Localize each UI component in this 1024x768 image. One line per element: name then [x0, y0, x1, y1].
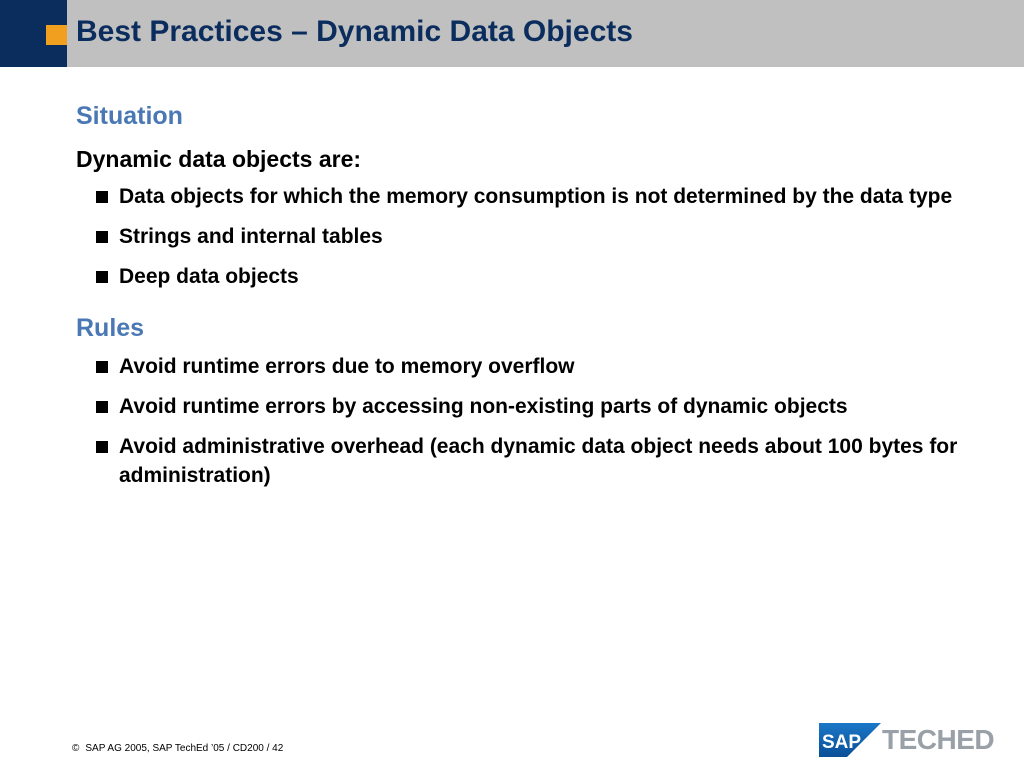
situation-bullet-list	[76, 182, 996, 291]
list-item	[96, 432, 996, 490]
rules-bullet-list	[76, 352, 996, 490]
bullet-text: Avoid runtime errors due to memory overflow	[119, 355, 575, 378]
list-item	[96, 182, 996, 211]
sap-logo-text: SAP	[822, 732, 862, 753]
list-item	[96, 262, 996, 291]
square-bullet-icon	[96, 271, 108, 283]
bullet-text: Data objects for which the memory consumption is not determined by the data type	[119, 185, 953, 208]
square-bullet-icon	[96, 191, 108, 203]
header-bar	[0, 0, 1024, 67]
copyright-icon: ©	[72, 743, 80, 754]
bullet-text: Avoid runtime errors by accessing non-existing parts of dynamic objects	[119, 395, 848, 418]
section-heading-rules: Rules	[76, 314, 145, 342]
sap-logo-icon	[819, 723, 881, 757]
footer	[72, 743, 283, 754]
teched-wordmark: TECHED	[882, 724, 995, 755]
square-bullet-icon	[96, 361, 108, 373]
title-bullet-icon	[46, 25, 67, 45]
sap-teched-logo	[819, 723, 1004, 757]
footer-text: SAP AG 2005, SAP TechEd ’05 / CD200 / 42	[85, 743, 284, 754]
situation-intro: Dynamic data objects are:	[76, 146, 362, 172]
bullet-text: Deep data objects	[119, 265, 299, 288]
list-item	[96, 392, 996, 421]
list-item	[96, 222, 996, 251]
slide-content	[76, 100, 996, 501]
bullet-text: Strings and internal tables	[119, 225, 383, 248]
square-bullet-icon	[96, 401, 108, 413]
section-heading-situation: Situation	[76, 102, 183, 130]
bullet-text: Avoid administrative overhead (each dynamic data object needs about 100 bytes for administration)	[119, 435, 958, 487]
page-title: Best Practices – Dynamic Data Objects	[76, 15, 633, 48]
list-item	[96, 352, 996, 381]
square-bullet-icon	[96, 441, 108, 453]
square-bullet-icon	[96, 231, 108, 243]
